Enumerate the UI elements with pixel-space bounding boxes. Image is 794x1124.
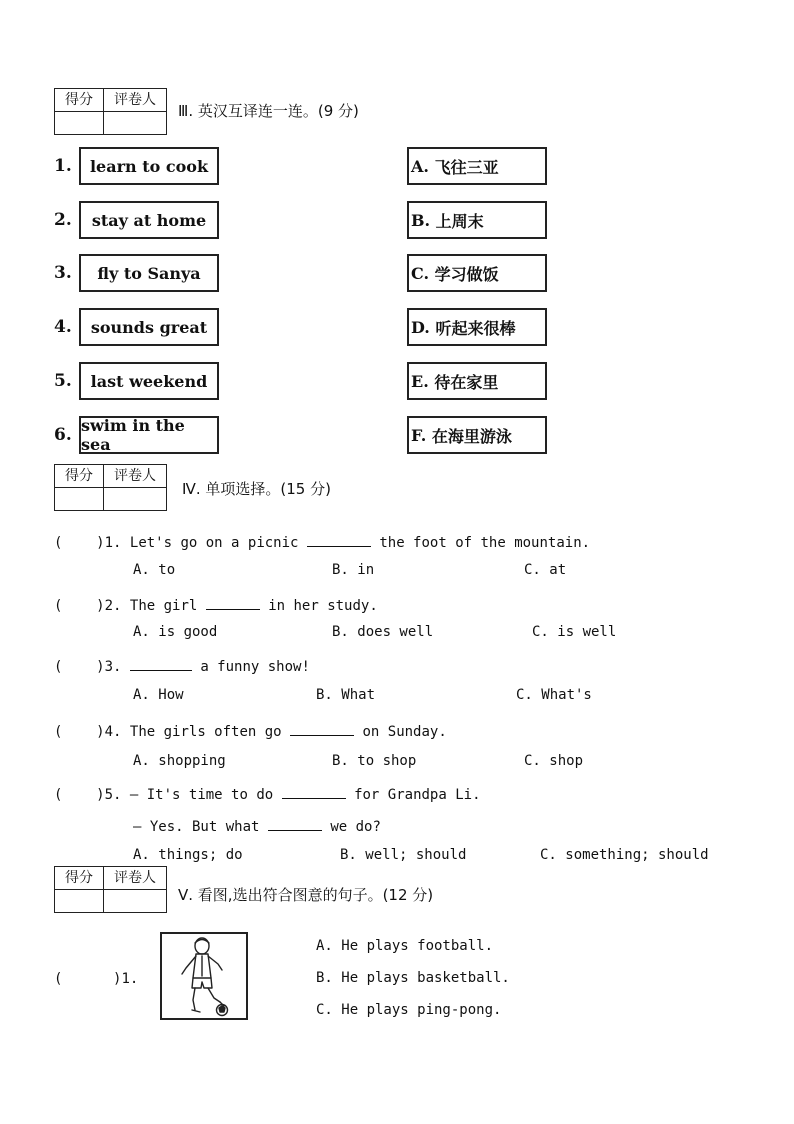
- english-phrase-box[interactable]: sounds great: [79, 308, 219, 346]
- option-c[interactable]: C. something; should: [540, 847, 709, 863]
- chinese-phrase-box[interactable]: [407, 147, 547, 185]
- match-number: 5.: [54, 371, 72, 391]
- answer-blank[interactable]: [282, 784, 346, 799]
- grader-cell[interactable]: [104, 488, 167, 511]
- option-a[interactable]: A. He plays football.: [316, 938, 494, 954]
- option-text: 在海里游泳: [431, 426, 512, 446]
- question-line: ( )3. a funny show!: [54, 656, 310, 675]
- answer-blank[interactable]: [290, 721, 354, 736]
- answer-blank[interactable]: [130, 656, 192, 671]
- option-c[interactable]: C. shop: [524, 753, 584, 769]
- section-3-title: Ⅲ. 英汉互译连一连。(9 分): [178, 102, 359, 120]
- option-a[interactable]: A. shopping: [133, 753, 226, 769]
- question-line: ( )5. — It's time to do for Grandpa Li.: [54, 784, 481, 803]
- answer-blank[interactable]: [206, 595, 260, 610]
- score-header: 得分: [55, 867, 104, 890]
- question-line: ( )4. The girls often go on Sunday.: [54, 721, 447, 740]
- option-letter: B.: [411, 210, 431, 230]
- option-letter: D.: [411, 317, 430, 337]
- chinese-phrase-box[interactable]: [407, 308, 547, 346]
- score-table: [54, 866, 167, 913]
- chinese-phrase-box[interactable]: [407, 416, 547, 454]
- option-letter: F.: [411, 425, 427, 445]
- match-number: 6.: [54, 425, 72, 445]
- grader-header: 评卷人: [104, 465, 167, 488]
- score-cell[interactable]: [55, 488, 104, 511]
- option-b[interactable]: B. What: [316, 687, 376, 703]
- option-text: 上周末: [435, 211, 484, 231]
- football-player-picture: [160, 932, 248, 1020]
- chinese-phrase-box[interactable]: [407, 201, 547, 239]
- option-b[interactable]: B. does well: [332, 624, 434, 640]
- question-line-2: — Yes. But what we do?: [133, 816, 381, 835]
- option-c[interactable]: C. is well: [532, 624, 617, 640]
- option-a[interactable]: A. How: [133, 687, 184, 703]
- answer-blank[interactable]: [268, 816, 322, 831]
- option-a[interactable]: A. to: [133, 562, 176, 578]
- option-text: 学习做饭: [434, 264, 499, 284]
- option-c[interactable]: C. at: [524, 562, 567, 578]
- option-text: 飞往三亚: [434, 157, 499, 177]
- option-text: 待在家里: [434, 372, 499, 392]
- chinese-phrase-box[interactable]: [407, 362, 547, 400]
- option-b[interactable]: B. He plays basketball.: [316, 970, 510, 986]
- section-4-title: Ⅳ. 单项选择。(15 分): [182, 480, 331, 498]
- english-phrase-box[interactable]: stay at home: [79, 201, 219, 239]
- option-b[interactable]: B. to shop: [332, 753, 417, 769]
- english-phrase-box[interactable]: swim in the sea: [79, 416, 219, 454]
- score-table: [54, 464, 167, 511]
- question-line: ( )1.: [54, 971, 139, 987]
- question-line: ( )1. Let's go on a picnic the foot of the mountain.: [54, 532, 590, 551]
- english-phrase-box[interactable]: last weekend: [79, 362, 219, 400]
- score-header: 得分: [55, 465, 104, 488]
- question-line: ( )2. The girl in her study.: [54, 595, 378, 614]
- option-c[interactable]: C. What's: [516, 687, 592, 703]
- option-letter: E.: [411, 371, 429, 391]
- score-table: [54, 88, 167, 135]
- option-b[interactable]: B. well; should: [340, 847, 467, 863]
- grader-cell[interactable]: [104, 112, 167, 135]
- option-c[interactable]: C. He plays ping-pong.: [316, 1002, 502, 1018]
- match-number: 2.: [54, 210, 72, 230]
- section-5-title: Ⅴ. 看图,选出符合图意的句子。(12 分): [178, 886, 434, 904]
- option-letter: A.: [411, 156, 429, 176]
- option-b[interactable]: B. in: [332, 562, 375, 578]
- boy-kicking-ball-icon: [162, 934, 246, 1018]
- match-number: 3.: [54, 263, 72, 283]
- grader-header: 评卷人: [104, 867, 167, 890]
- match-number: 4.: [54, 317, 72, 337]
- answer-blank[interactable]: [307, 532, 371, 547]
- option-a[interactable]: A. is good: [133, 624, 218, 640]
- option-letter: C.: [411, 263, 430, 283]
- grader-cell[interactable]: [104, 890, 167, 913]
- score-header: 得分: [55, 89, 104, 112]
- english-phrase-box[interactable]: fly to Sanya: [79, 254, 219, 292]
- score-cell[interactable]: [55, 890, 104, 913]
- english-phrase-box[interactable]: learn to cook: [79, 147, 219, 185]
- chinese-phrase-box[interactable]: [407, 254, 547, 292]
- option-text: 听起来很棒: [435, 318, 516, 338]
- score-cell[interactable]: [55, 112, 104, 135]
- grader-header: 评卷人: [104, 89, 167, 112]
- option-a[interactable]: A. things; do: [133, 847, 243, 863]
- match-number: 1.: [54, 156, 72, 176]
